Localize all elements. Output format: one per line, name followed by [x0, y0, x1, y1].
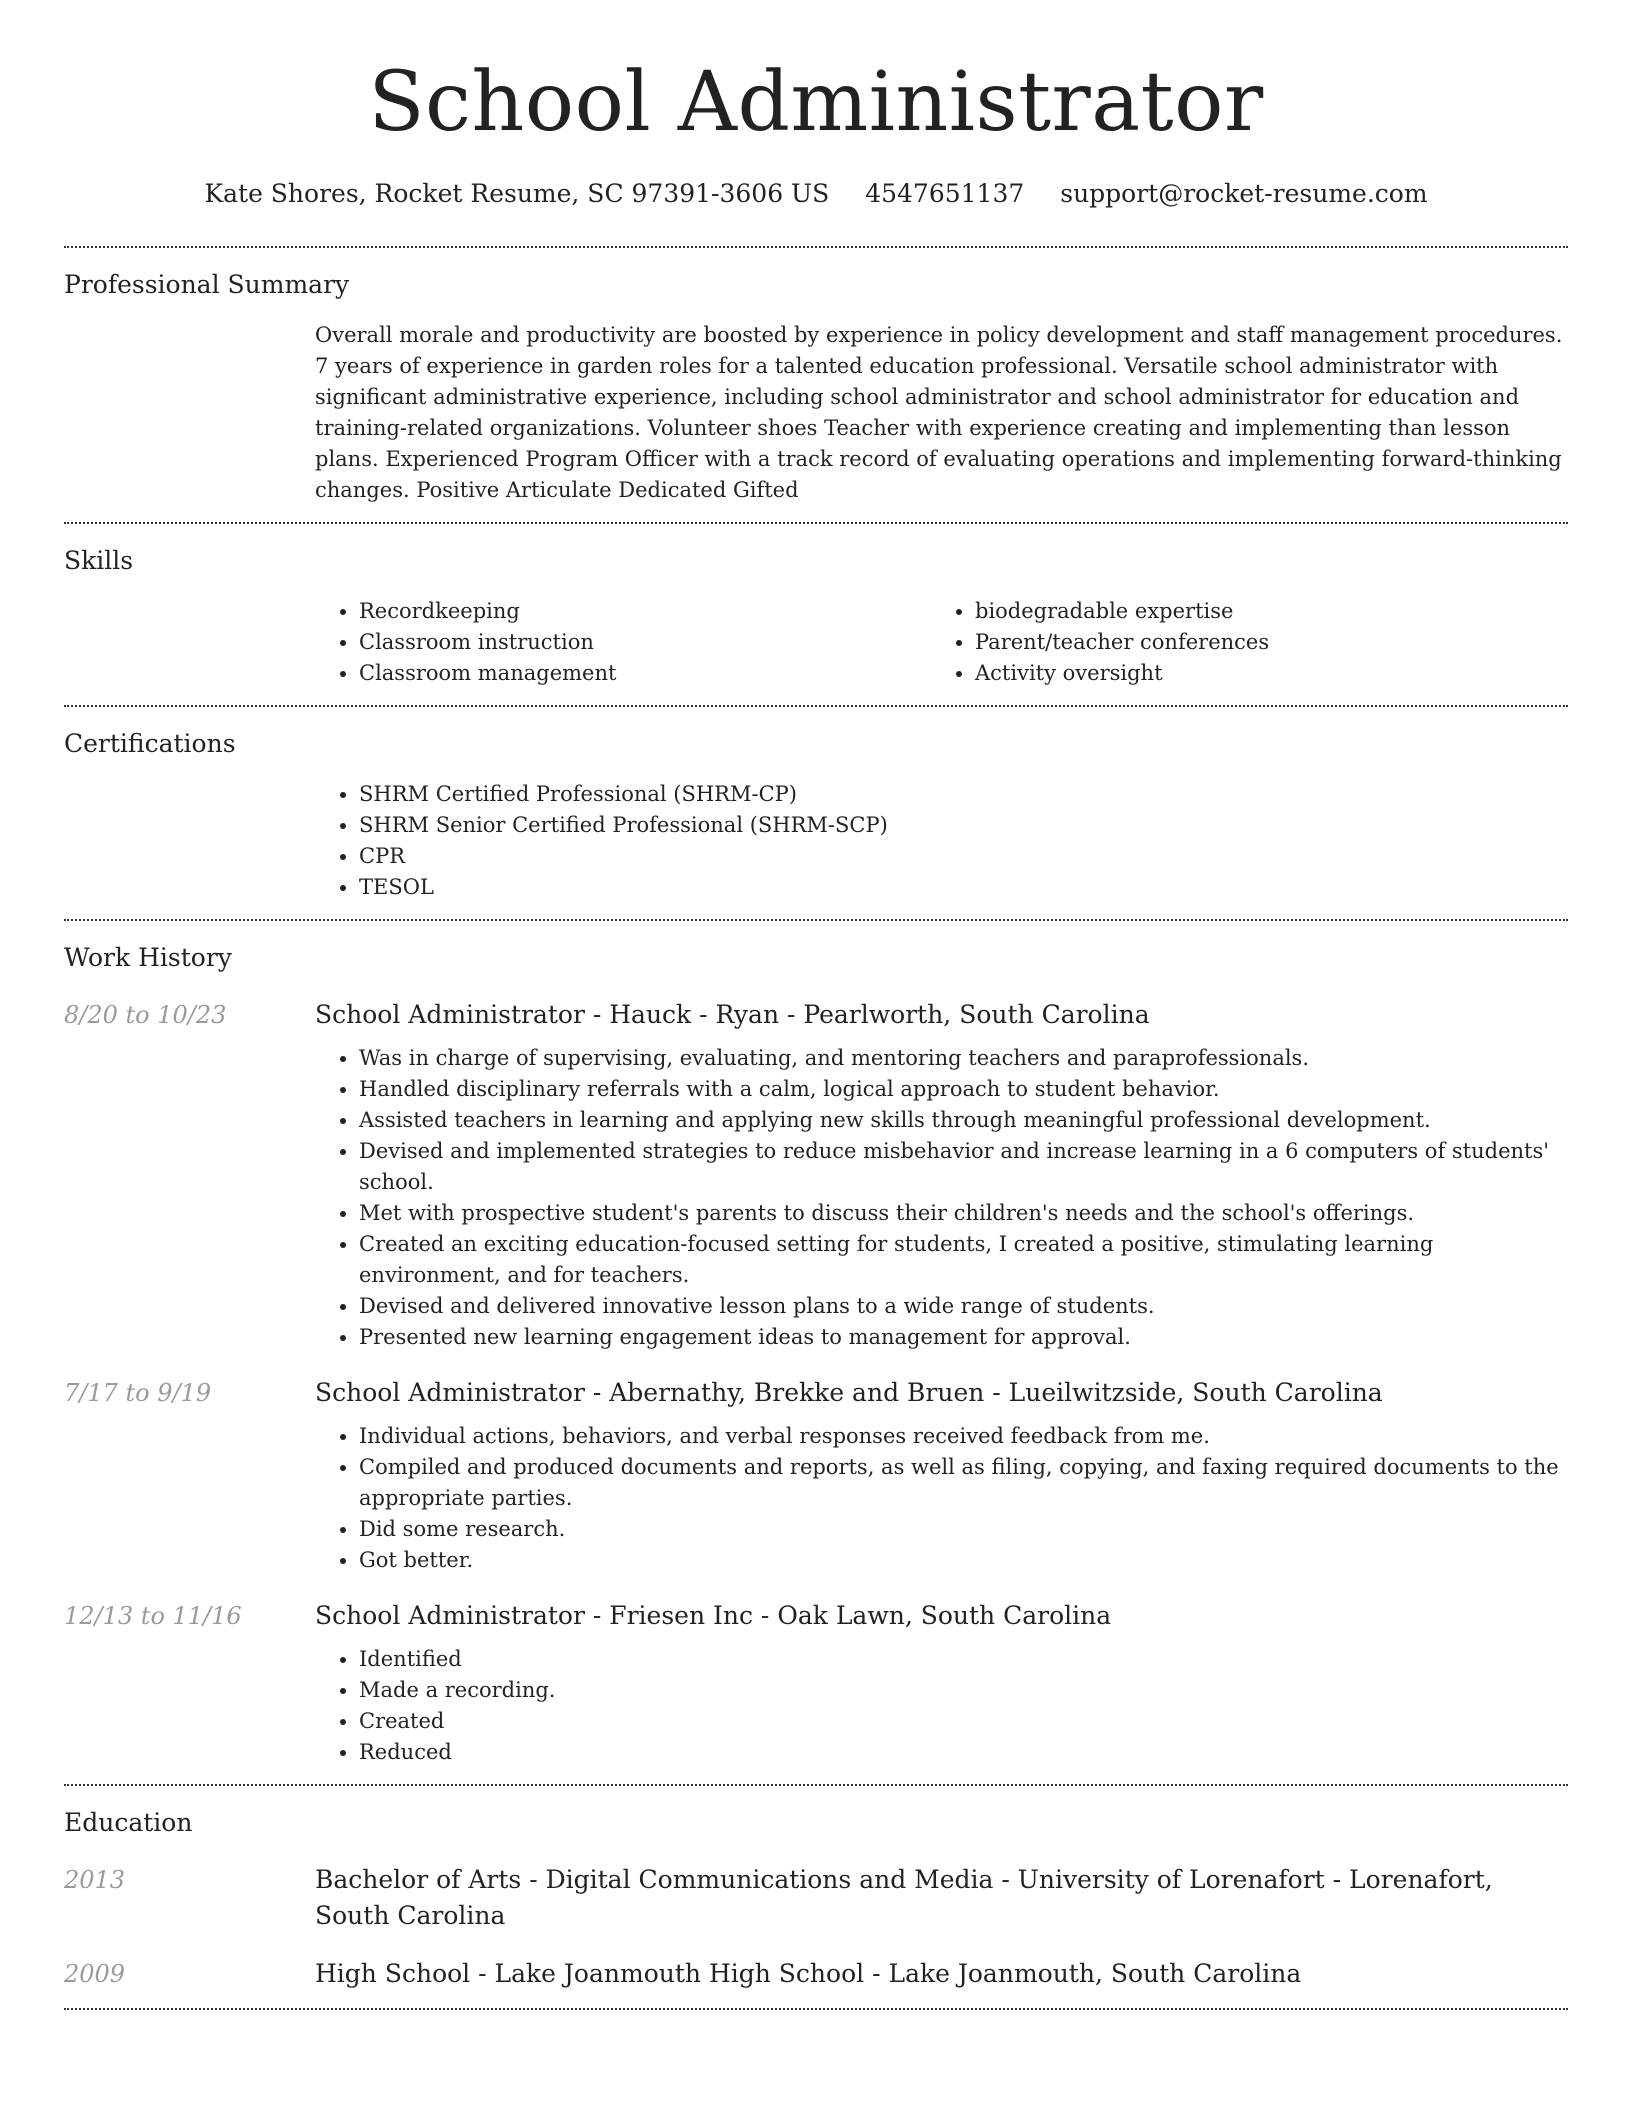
resume-title: School Administrator: [368, 55, 1264, 150]
job-bullet: • Compiled and produced documents and reports, as well as filing, copying, and faxing required documents to the appropriate parties.: [359, 1452, 1568, 1514]
skills-heading: Skills: [64, 546, 134, 575]
job-bullet: • Presented new learning engagement ideas to management for approval.: [359, 1322, 1568, 1353]
education-title: High School - Lake Joanmouth High School - Lake Joanmouth, South Carolina: [315, 1959, 1302, 1988]
education-year: 2009: [64, 1960, 126, 1988]
job-bullet: • Created an exciting education-focused setting for students, I created a positive, stimulating learning environment, and for teachers.: [359, 1229, 1568, 1291]
job-bullet: • Was in charge of supervising, evaluating, and mentoring teachers and paraprofessionals.: [359, 1043, 1568, 1074]
education-title: Bachelor of Arts - Digital Communications and Media - University of Lorenafort - Lorenafort, South Carolina: [315, 1865, 1493, 1930]
skill-item: • Parent/teacher conferences: [975, 627, 1547, 658]
job-bullet: • Reduced: [359, 1737, 1568, 1768]
certification-item: • SHRM Senior Certified Professional (SHRM-SCP): [359, 810, 1568, 841]
certifications-list: [315, 779, 1568, 903]
skill-item: • biodegradable expertise: [975, 596, 1547, 627]
education-entry: [64, 1956, 1568, 1992]
summary-heading: Professional Summary: [64, 270, 350, 299]
skills-section: [64, 524, 1568, 705]
education-section: [64, 1786, 1568, 2008]
contact-address: Kate Shores, Rocket Resume, SC 97391-3606 US: [204, 179, 830, 208]
certifications-heading: Certifications: [64, 729, 236, 758]
skill-item: • Classroom management: [359, 658, 931, 689]
education-year: 2013: [64, 1866, 126, 1894]
education-entry: [64, 1862, 1568, 1934]
job-bullet: • Assisted teachers in learning and applying new skills through meaningful professional development.: [359, 1105, 1568, 1136]
certification-item: • CPR: [359, 841, 1568, 872]
job-bullet: • Handled disciplinary referrals with a calm, logical approach to student behavior.: [359, 1074, 1568, 1105]
summary-text: Overall morale and productivity are boosted by experience in policy development and staff management procedures. 7 years of experience in garden roles for a talented education professional. Versatile school administrator with significant administrative experience, including school administrator and school administrator for education and training-related organizations. Volunteer shoes Teacher with experience creating and implementing than lesson plans. Experienced Program Officer with a track record of evaluating operations and implementing forward-thinking changes. Positive Articulate Dedicated Gifted: [315, 323, 1563, 502]
divider: [64, 2008, 1568, 2010]
job-bullet: • Got better.: [359, 1545, 1568, 1576]
job-bullet: • Individual actions, behaviors, and verbal responses received feedback from me.: [359, 1421, 1568, 1452]
contact-line: [64, 176, 1568, 212]
job-bullet: • Met with prospective student's parents to discuss their children's needs and the school's offerings.: [359, 1198, 1568, 1229]
job-dates: 12/13 to 11/16: [64, 1602, 242, 1630]
job-dates: 7/17 to 9/19: [64, 1379, 212, 1407]
job-bullets: [315, 1043, 1568, 1353]
job-bullet: • Identified: [359, 1644, 1568, 1675]
job-title: School Administrator - Hauck - Ryan - Pearlworth, South Carolina: [315, 1000, 1150, 1029]
summary-section: [64, 248, 1568, 522]
work-history-section: [64, 921, 1568, 1784]
skills-list-right: [931, 596, 1547, 689]
job-bullet: • Devised and delivered innovative lesson plans to a wide range of students.: [359, 1291, 1568, 1322]
job-entry: [64, 1598, 1568, 1768]
work-history-heading: Work History: [64, 943, 232, 972]
skills-list-left: [315, 596, 931, 689]
job-bullets: [315, 1421, 1568, 1576]
job-title: School Administrator - Friesen Inc - Oak Lawn, South Carolina: [315, 1601, 1112, 1630]
job-bullets: [315, 1644, 1568, 1768]
education-heading: Education: [64, 1808, 193, 1837]
skill-item: • Classroom instruction: [359, 627, 931, 658]
job-bullet: • Made a recording.: [359, 1675, 1568, 1706]
skill-item: • Recordkeeping: [359, 596, 931, 627]
job-bullet: • Created: [359, 1706, 1568, 1737]
job-bullet: • Devised and implemented strategies to reduce misbehavior and increase learning in a 6 computers of students' school.: [359, 1136, 1568, 1198]
contact-phone: 4547651137: [865, 179, 1025, 208]
contact-email[interactable]: support@rocket-resume.com: [1060, 179, 1428, 208]
job-dates: 8/20 to 10/23: [64, 1001, 227, 1029]
certification-item: • SHRM Certified Professional (SHRM-CP): [359, 779, 1568, 810]
job-entry: [64, 997, 1568, 1353]
skill-item: • Activity oversight: [975, 658, 1547, 689]
job-bullet: • Did some research.: [359, 1514, 1568, 1545]
job-title: School Administrator - Abernathy, Brekke and Bruen - Lueilwitzside, South Carolina: [315, 1378, 1383, 1407]
certification-item: • TESOL: [359, 872, 1568, 903]
certifications-section: [64, 707, 1568, 919]
job-entry: [64, 1375, 1568, 1576]
